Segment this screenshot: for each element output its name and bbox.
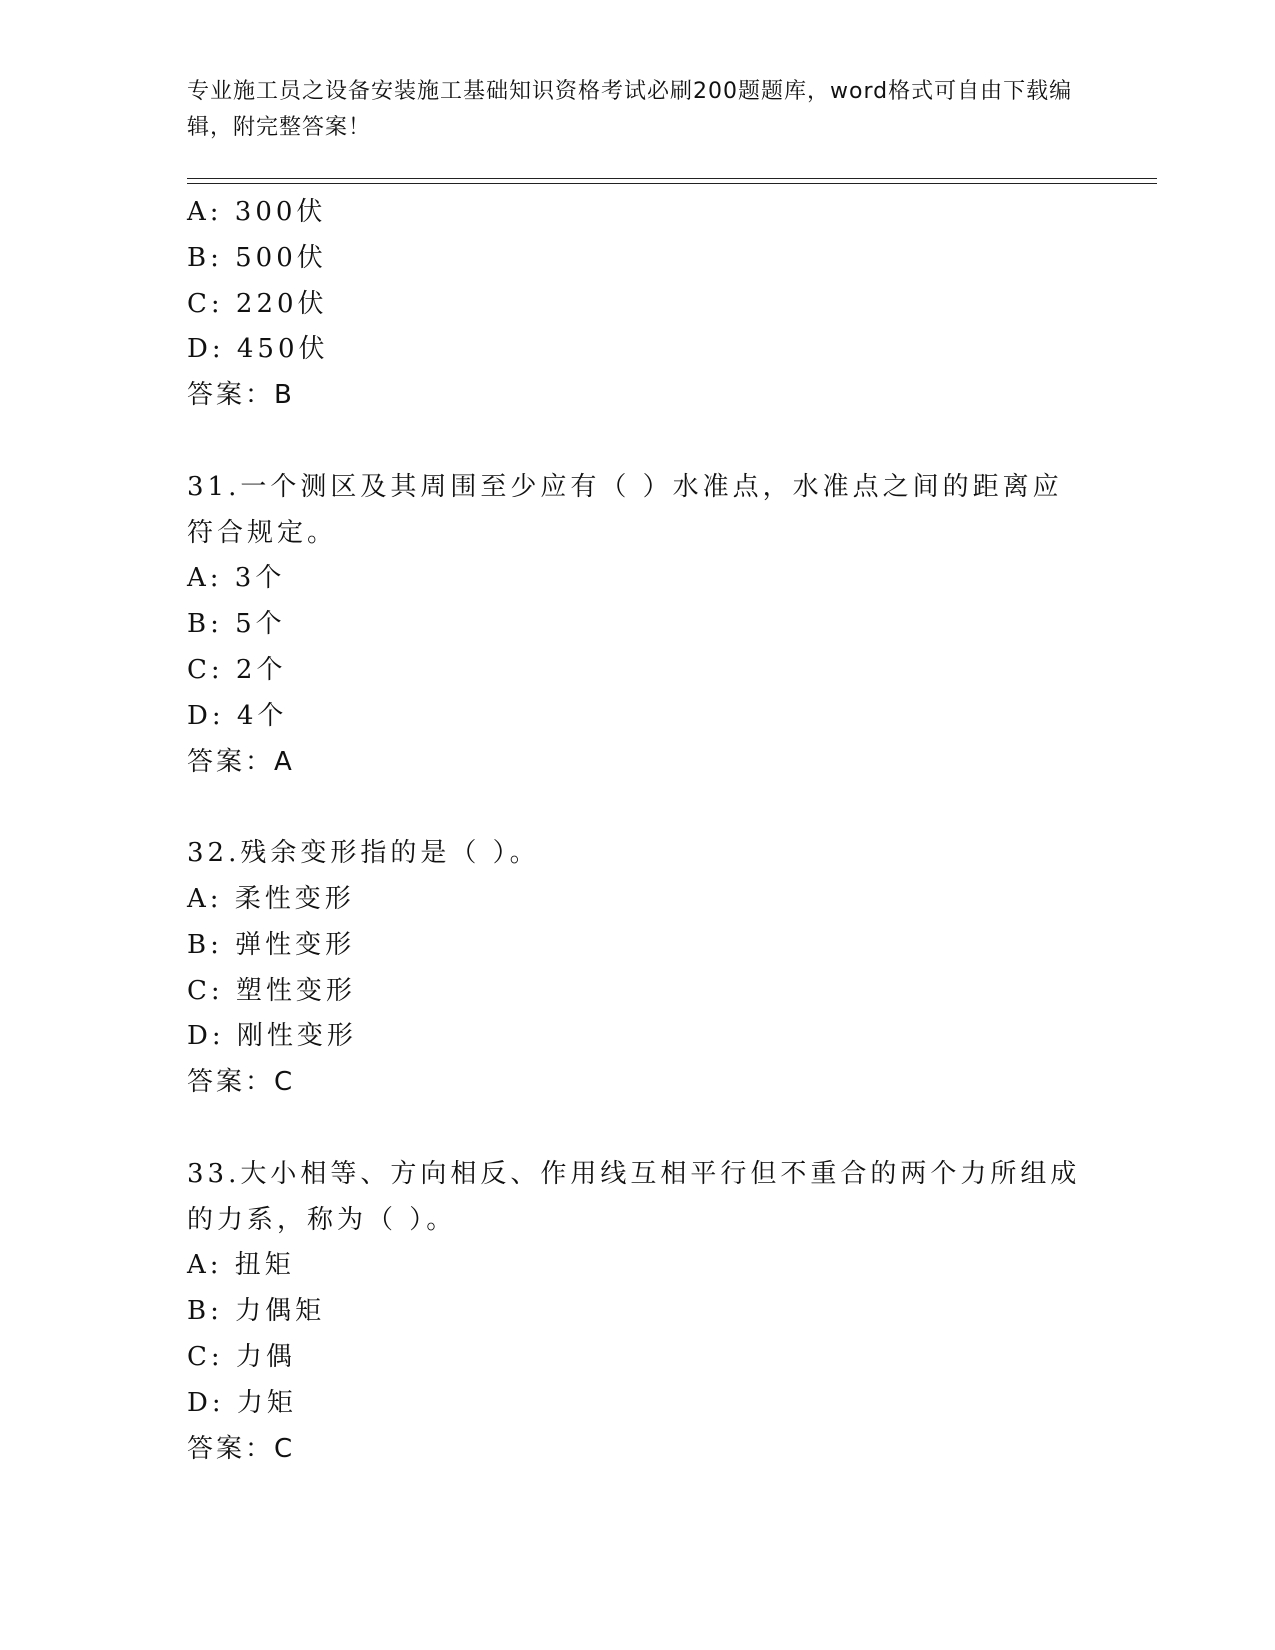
option-b: B: 弹性变形 — [187, 929, 356, 960]
question-33 — [187, 1152, 1087, 1473]
question-text: 33.大小相等、方向相反、作用线互相平行但不重合的两个力所组成的力系，称为（ ）。 — [187, 1158, 1081, 1235]
question-30-partial — [187, 190, 1087, 419]
option-c: C: 2个 — [187, 654, 287, 685]
answer-line: 答案：B — [187, 380, 295, 411]
option-a: A: 3个 — [187, 563, 286, 594]
option-a: A: 柔性变形 — [187, 883, 355, 914]
option-a: A: 300伏 — [187, 197, 327, 227]
option-d: D: 4个 — [187, 700, 288, 731]
option-a: A: 扭矩 — [187, 1250, 295, 1281]
option-d: D: 450伏 — [187, 334, 329, 365]
question-31 — [187, 465, 1087, 786]
question-32 — [187, 831, 1087, 1106]
header-divider-bottom — [187, 183, 1157, 184]
answer-line: 答案：C — [187, 1067, 296, 1098]
option-d: D: 刚性变形 — [187, 1021, 357, 1052]
spacer — [187, 1106, 1087, 1152]
question-text: 31.一个测区及其周围至少应有（ ）水准点，水准点之间的距离应符合规定。 — [187, 471, 1063, 548]
spacer — [187, 419, 1087, 465]
option-b: B: 5个 — [187, 609, 286, 640]
document-title: 专业施工员之设备安装施工基础知识资格考试必刷200题题库，word格式可自由下载编辑，附完整答案！ — [187, 79, 1073, 140]
answer-line: 答案：A — [187, 746, 295, 777]
option-d: D: 力矩 — [187, 1387, 297, 1418]
option-c: C: 力偶 — [187, 1341, 296, 1372]
option-b: B: 力偶矩 — [187, 1296, 326, 1327]
option-b: B: 500伏 — [187, 242, 327, 273]
option-c: C: 220伏 — [187, 288, 328, 319]
spacer — [187, 785, 1087, 831]
answer-line: 答案：C — [187, 1433, 296, 1464]
header-divider-top — [187, 178, 1157, 179]
option-c: C: 塑性变形 — [187, 975, 356, 1006]
question-text: 32.残余变形指的是（ ）。 — [187, 838, 540, 869]
question-list — [187, 190, 1087, 1472]
